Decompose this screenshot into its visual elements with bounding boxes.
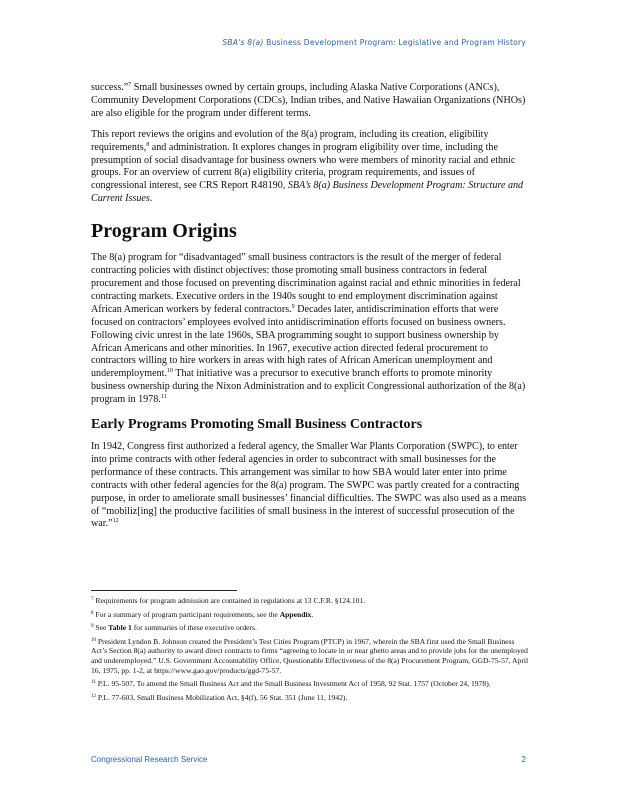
- footnote-divider: [91, 590, 237, 591]
- paragraph-early-programs: In 1942, Congress first authorized a federal agency, the Smaller War Plants Corporation (SWPC), to enter into prime contracts with other federal agencies in order to subcontract with small businesses for the performance of these contracts. This arrangement was similar to how SBA would later enter into prime contracts with other federal agencies for the 8(a) program. The SWPC was partly created for a contracting purpose, in order to ameliorate small businesses’ financial difficulties. The SWPC was also used as a means of “mobiliz[ing] the productive facilities of small business in the interest of successful prosecution of the war.”$^{12}$: [91, 441, 527, 530]
- table-1-link[interactable]: Table 1: [108, 623, 132, 633]
- section-heading-program-origins: Program Origins: [91, 220, 237, 243]
- crs-report-title: SBA’s 8(a) Business Development Program: Structure and Current Issues: [91, 180, 524, 205]
- subsection-heading-early-programs: Early Programs Promoting Small Business Contractors: [91, 417, 423, 433]
- footnote-ref-8[interactable]: 8: [146, 141, 150, 148]
- footnote-7: $^7$ Requirements for program admission are contained in regulations at 13 C.F.R. §124.101.: [91, 596, 366, 605]
- footnote-ref-7[interactable]: 7: [128, 82, 132, 88]
- header-program-name: 8(a): [247, 38, 264, 47]
- footnote-9: $^9$ See Table 1 for summaries of these executive orders.: [91, 623, 257, 633]
- footnote-ref-10[interactable]: 10: [166, 368, 173, 375]
- footnote-ref-12[interactable]: 12: [112, 518, 119, 525]
- footnote-11: $^{11}$ P.L. 95-507, To amend the Small Business Act and the Small Business Investment Act of 1958, 92 Stat. 1757 (October 24, 1978).: [91, 679, 491, 689]
- footer-publisher: Congressional Research Service: [91, 755, 208, 764]
- paragraph-report-overview: This report reviews the origins and evolution of the 8(a) program, including its creation, eligibility requirements,$^8$ and administration. It explores changes in program eligibility over time, including the presumption of social disadvantage for business owners who were members of minority racial and ethnic groups. For an overview of current 8(a) eligibility criteria, program requirements, and issues of congressional interest, see CRS Report R48190, SBA’s 8(a) Business Development Program: Structure and Current Issues.: [91, 128, 524, 205]
- footnotes: [91, 596, 531, 706]
- running-header: [222, 38, 526, 47]
- header-title: Business Development Program: Legislative and Program History: [263, 38, 526, 47]
- page-number: 2: [521, 755, 526, 764]
- footnote-12: $^{12}$ P.L. 77-603, Small Business Mobilization Act, §4(f), 56 Stat. 351 (June 11, 1942).: [91, 692, 348, 702]
- appendix-link[interactable]: Appendix: [279, 609, 312, 619]
- body-content: [91, 82, 528, 539]
- footnote-ref-9[interactable]: 9: [291, 303, 295, 310]
- footnote-8: $^8$ For a summary of program participant requirements, see the Appendix.: [91, 609, 314, 619]
- footnote-ref-11[interactable]: 11: [160, 394, 167, 401]
- header-prefix: SBA's: [222, 38, 248, 47]
- footnote-10: $^{10}$ President Lyndon B. Johnson created the President’s Test Cities Program (PTCP) in 1967, wherein the SBA first used the Small Business Act’s Section 8(a) authority to award direct contracts to firms “agreeing to locate in or near ghetto areas and to provide jobs for the unemployed and underemployed.” U.S. Government Accountability Office, Questionable Effectiveness of the 8(a) Procurement Program, GGD-75-57, April 16, 1975, pp. 1-2, at https://www.gao.gov/products/ggd-75-57.: [91, 636, 529, 675]
- paragraph-intro-continued: success.”$^7$ Small businesses owned by certain groups, including Alaska Native Corporations (ANCs), Community Development Corporations (CDCs), Indian tribes, and Native Hawaiian Organizations (NHOs) are also eligible for the program under different terms.: [91, 82, 526, 119]
- paragraph-program-origins: The 8(a) program for “disadvantaged” small business contractors is the result of the merger of federal contracting policies with distinct objectives: those promoting small business contractors in federal procurement and those focused on preventing discrimination against racial and ethnic minorities in federal contracting markets. Executive orders in the 1940s sought to end employment discrimination against African American workers by federal contractors.$^9$ Decades later, antidiscrimination efforts that were focused on contractors’ employees evolved into antidiscrimination efforts focused on business owners. Following civic unrest in the late 1960s, SBA programming sought to support business ownership by African Americans and other minorities. In 1967, executive action directed federal procurement to contractors willing to hire workers in areas with high rates of African American unemployment and underemployment.$^{10}$ That initiative was a precursor to executive branch efforts to promote minority business ownership during the Nixon Administration and to explicit Congressional authorization of the 8(a) program in 1978.11: [91, 252, 526, 406]
